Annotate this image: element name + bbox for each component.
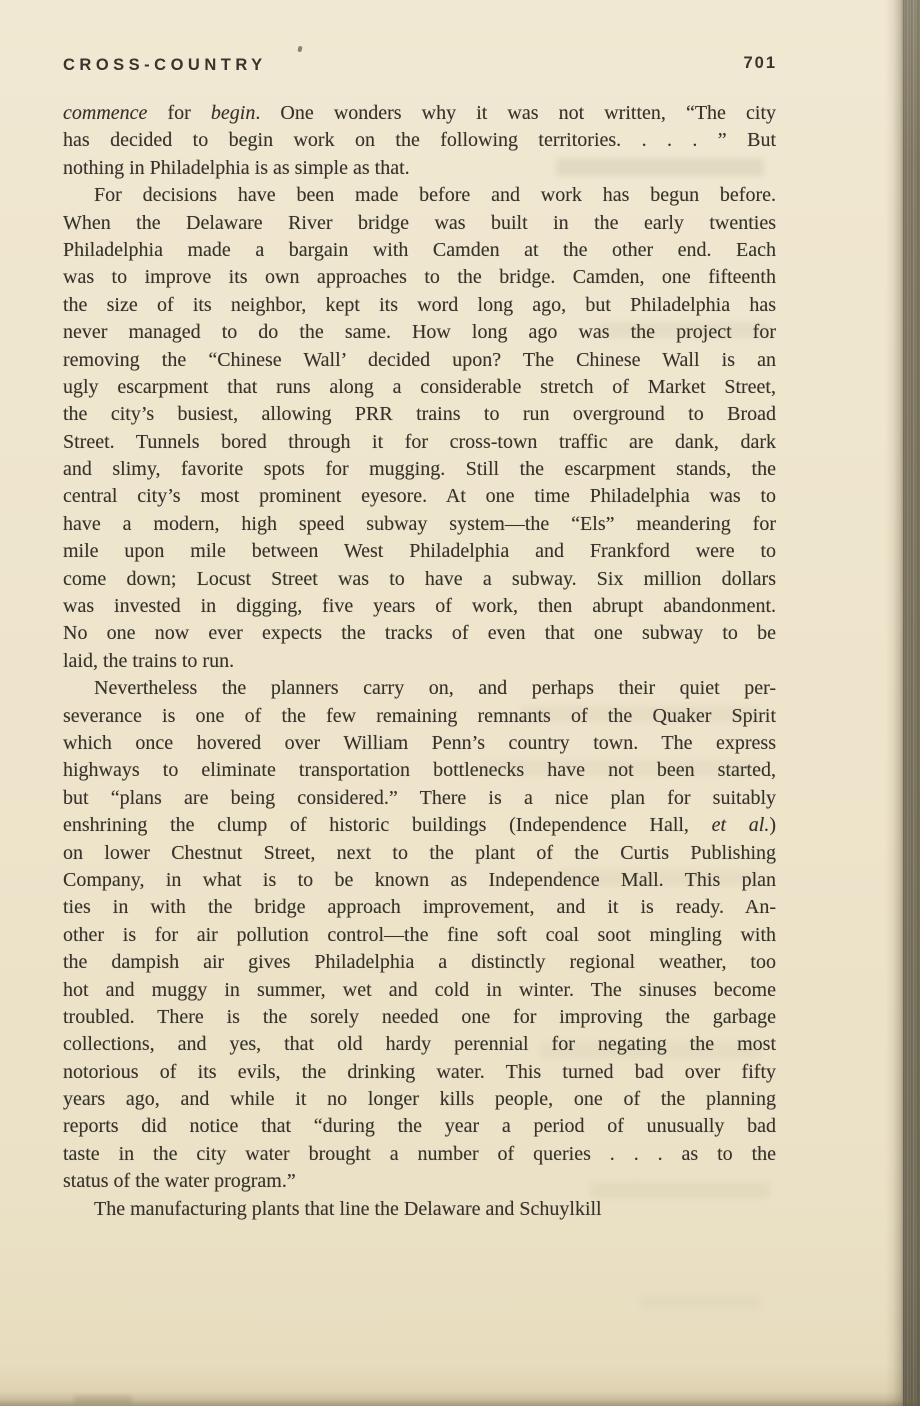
body-text: for [147, 102, 211, 124]
book-page-edge-stack [903, 0, 920, 1406]
text-line [63, 538, 776, 565]
text-line [63, 429, 776, 456]
body-text: Company, in what is to be known as Independence Mall. This plan [63, 868, 776, 891]
text-line [63, 1004, 776, 1031]
text-line [63, 374, 776, 401]
text-line [63, 1031, 776, 1058]
text-line [63, 648, 776, 675]
body-text: ugly escarpment that runs along a considerable stretch of Market Street, [63, 375, 776, 398]
body-text: ties in with the bridge approach improvement, and it is ready. An- [63, 896, 776, 919]
body-text: mile upon mile between West Philadelphia and Frankford were to [63, 540, 776, 563]
page-number: 701 [743, 54, 777, 72]
body-text: enshrining the clump of historic buildings (Independence Hall, [63, 814, 712, 837]
body-text: status of the water program.” [63, 1170, 296, 1193]
text-line [63, 1141, 776, 1168]
text-line [63, 1168, 776, 1195]
body-text: which once hovered over William Penn’s country town. The express [63, 731, 776, 754]
text-line [63, 812, 776, 839]
text-line [63, 922, 776, 949]
page-edge-shadow [885, 0, 903, 1406]
body-text: the dampish air gives Philadelphia a distinctly regional weather, too [63, 951, 776, 974]
text-block [63, 100, 776, 1223]
text-line [63, 182, 776, 209]
body-text: come down; Locust Street was to have a subway. Six million dollars [63, 567, 776, 590]
text-line [63, 1086, 776, 1113]
text-line [63, 127, 776, 154]
body-text: other is for air pollution control—the fine soft coal soot mingling with [63, 923, 776, 946]
text-line [63, 1113, 776, 1140]
text-line [63, 155, 776, 182]
body-text: Street. Tunnels bored through it for cross-town traffic are dank, dark [63, 430, 776, 453]
text-line [63, 1059, 776, 1086]
body-text: Nevertheless the planners carry on, and perhaps their quiet per- [94, 677, 776, 700]
body-text: removing the “Chinese Wall’ decided upon? The Chinese Wall is an [63, 348, 776, 371]
text-line [63, 511, 776, 538]
body-text: laid, the trains to run. [63, 649, 235, 672]
paragraph [63, 675, 776, 1195]
body-text: never managed to do the same. How long ago was the project for [63, 321, 776, 344]
italic-text: begin [210, 102, 256, 124]
text-line [63, 867, 776, 894]
italic-text: et al. [711, 814, 770, 837]
text-line [63, 237, 776, 264]
body-text: troubled. There is the sorely needed one for improving the garbage [63, 1005, 776, 1028]
body-text: the city’s busiest, allowing PRR trains to run overground to Broad [63, 403, 776, 426]
text-line [63, 977, 776, 1004]
body-text: No one now ever expects the tracks of even that one subway to be [63, 622, 776, 645]
text-line [63, 210, 776, 237]
body-text: reports did notice that “during the year a period of unusually bad [63, 1115, 776, 1138]
text-line [63, 593, 776, 620]
body-text: collections, and yes, that old hardy perennial for negating the most [63, 1033, 776, 1056]
body-text: the size of its neighbor, kept its word long ago, but Philadelphia has [63, 293, 776, 316]
running-head-title: CROSS-COUNTRY [63, 56, 267, 74]
paragraph [63, 100, 776, 182]
body-text: . One wonders why it was not written, “The city [255, 102, 776, 124]
body-text: taste in the city water brought a number of queries . . . as to the [63, 1142, 776, 1165]
body-text: severance is one of the few remaining remnants of the Quaker Spirit [63, 704, 776, 727]
body-text: on lower Chestnut Street, next to the plant of the Curtis Publishing [63, 841, 776, 864]
body-text: notorious of its evils, the drinking water. This turned bad over fifty [63, 1060, 776, 1083]
text-line [63, 566, 776, 593]
text-line [63, 100, 776, 127]
body-text: was to improve its own approaches to the bridge. Camden, one fifteenth [63, 266, 776, 289]
body-text: central city’s most prominent eyesore. At one time Philadelphia was to [63, 485, 776, 508]
text-line [63, 757, 776, 784]
body-text: Philadelphia made a bargain with Camden at the other end. Each [63, 238, 776, 261]
text-line [63, 292, 776, 319]
body-text: When the Delaware River bridge was built in the early twenties [63, 211, 776, 234]
body-text: nothing in Philadelphia is as simple as that. [63, 156, 410, 179]
text-line [63, 894, 776, 921]
text-line [63, 703, 776, 730]
body-text: but “plans are being considered.” There is a nice plan for suitably [63, 786, 776, 809]
paragraph [63, 1196, 776, 1223]
body-text: and slimy, favorite spots for mugging. Still the escarpment stands, the [63, 458, 776, 481]
text-line [63, 675, 776, 702]
italic-text: commence [63, 102, 148, 124]
body-text: The manufacturing plants that line the Delaware and Schuylkill [94, 1197, 602, 1220]
text-line [63, 840, 776, 867]
ink-bleed-artifact [640, 1295, 760, 1309]
text-line [63, 264, 776, 291]
text-line [63, 456, 776, 483]
text-line [63, 319, 776, 346]
paragraph [63, 182, 776, 675]
body-text: has decided to begin work on the following territories. . . . ” But [63, 129, 776, 152]
body-text: have a modern, high speed subway system—the “Els” meandering for [63, 512, 776, 535]
text-line [63, 401, 776, 428]
body-text: For decisions have been made before and work has begun before. [94, 184, 776, 207]
body-text: ) [769, 814, 776, 837]
body-text: highways to eliminate transportation bottlenecks have not been started, [63, 759, 776, 782]
text-line [63, 730, 776, 757]
body-text: hot and muggy in summer, wet and cold in winter. The sinuses become [63, 978, 776, 1001]
bottom-edge-shadow [0, 1392, 920, 1406]
body-text: was invested in digging, five years of work, then abrupt abandonment. [63, 595, 776, 618]
text-line [63, 785, 776, 812]
text-line [63, 483, 776, 510]
text-line [63, 1196, 776, 1223]
text-line [63, 620, 776, 647]
text-line [63, 347, 776, 374]
text-line [63, 949, 776, 976]
body-text: years ago, and while it no longer kills people, one of the planning [63, 1088, 776, 1111]
